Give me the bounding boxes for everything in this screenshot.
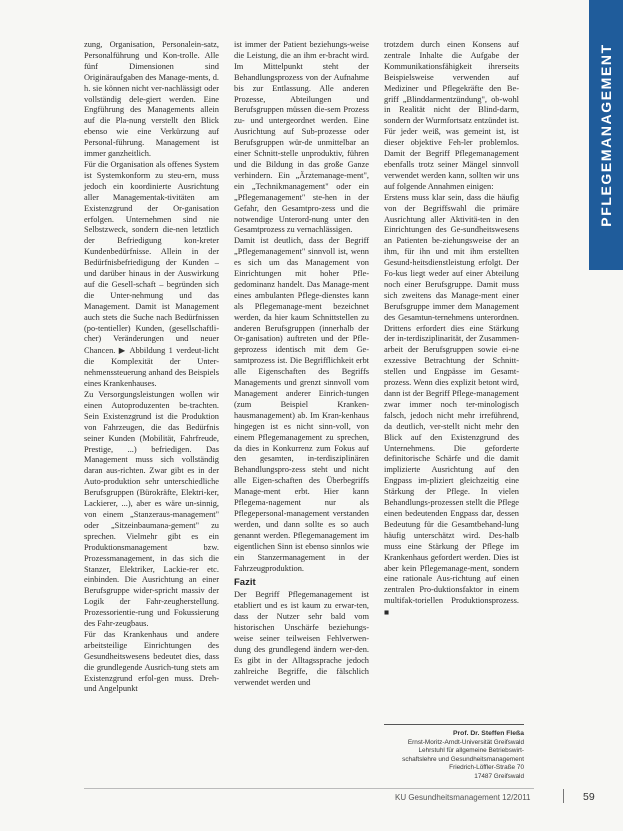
- author-affiliation: Lehrstuhl für allgemeine Betriebswirt-: [418, 747, 524, 755]
- section-heading-fazit: Fazit: [234, 577, 256, 589]
- footer-divider: [84, 788, 534, 789]
- paragraph: [84, 160, 219, 390]
- paragraph: Damit ist deutlich, dass der Begriff „Pflegemanagement" sinnvoll ist, wenn es sich um das Management von Einrichtungen mit hoher Pfle-gedominanz handelt. Das Manage-ment eines ambulanten Pflege-dienstes kann als Pflegemanage-ment bezeichnet werden, da hier kaum Schnittstellen zu anderen Berufsgruppen (innerhalb der Or-ganisation) auftreten und der Pfle-geprozess identisch mit dem Ge-samtprozess ist. Die Begrifflichkeit erbt alle Eigenschaften des Begriffs Managements und grenzt sinnvoll vom Management anderer Einrich-tungen (zum Beispiel Kranken-hausmanagement) ab. Im Kran-kenhaus hingegen ist es nicht sinn-voll, von einem Pflegemanagement zu sprechen, da dies in Konkurrenz zum Fokus auf den gesamten, in-terdisziplinären Behandlungspro-zess steht und nicht alle Eigen-schaften des Überbegriffs Manage-ment erbt. Hier kann Pflegema-nagement nur als Pflegepersonal-management verstanden werden, und dann sollte es so auch genannt werden. Pflegemanagement im eigentlichen Sinn ist ebenso sinnlos wie ein Stanzermanagement in der Fahrzeugproduktion.: [234, 236, 369, 573]
- paragraph: Der Begriff Pflegemanagement ist etabliert und es ist kaum zu erwar-ten, dass der Nutzer sehr bald vom historischen Unschärfe beziehungs-weise seiner teilweisen Fehlverwen-dung des grundlegend ändern wer-den. Es gibt in der Alltagssprache jedoch zahlreiche Begriffe, die fälschlich verwendet werden und: [234, 590, 369, 687]
- author-address: 17487 Greifswald: [474, 772, 524, 780]
- paragraph: trotzdem durch einen Konsens auf zentrale Inhalte die Aufgabe der Kommunikationsfähigkeit ihrerseits Beispielsweise verwenden auf Mediziner und Pflegekräfte den Be-griff „Blinddarmentzündung", ob-wohl in Realität nicht der Blind-darm, sondern der Wurmfortsatz entzündet ist. Für jeder weiß, was gemeint ist, ist dieser objektive Feh-ler problemlos. Damit der Begriff Pflegemanagement ebenfalls trotz seiner Mängel sinnvoll verwendet werden kann, sollten wir uns auf folgende Annahmen einigen:: [384, 40, 519, 191]
- arrow-icon: ▶: [118, 345, 127, 356]
- text-column-2: [234, 40, 369, 688]
- author-affiliation: Ernst-Moritz-Arndt-Universität Greifswald: [407, 738, 524, 746]
- author-info: [384, 724, 524, 782]
- end-mark: ■: [384, 607, 390, 618]
- paragraph: ist immer der Patient beziehungs-weise die Leistung, die an ihm er-bracht wird. Im Mittelpunkt steht der Behandlungsprozess von der Aufnahme bis zur Entlassung. Alle anderen Prozesse, Abteilungen und Berufsgruppen müssen die-sem Prozess zu- und untergeordnet werden. Eine Ausrichtung auf Sub-prozesse oder Berufsgruppen wür-de unmittelbar an einer Schnitt-stelle unproduktiv, führen und die Bildung in das große Ganze verhindern. Ein „Ärztemanage-ment", ein „Technikmanagement" oder ein „Pflegemanagement" ste-hen in der Gefahr, den Gesamtpro-zess und die notwendige Unterord-nung unter den Gesamtprozess zu vernachlässigen.: [234, 40, 369, 235]
- paragraph-text: Abbildung 1 verdeut-licht die Komplexität der Unter-nehmenssteuerung anhand des Beispiels eines Krankenhauses.: [84, 346, 219, 389]
- text-column-3: [384, 40, 519, 619]
- author-affiliation: schaftslehre und Gesundheitsmanagement: [402, 755, 524, 763]
- paragraph-text: Für die Organisation als offenes System ist Systemkonform zu steu-ern, muss jedoch ein koordinierte Ausrichtung aller Managementak-tivitäten am Existenzgrund der Or-ganisation erfolgen. Unternehmen sind nie Selbstzweck, sondern die-nen letztlich der Befriedigung kon-kreter Kundenbedürfnisse. Allein in der Bedürfnisbefriedigung der Kunden – und darüber hinaus in der Auswirkung auf die Gesell-schaft – begründen sich die Unter-nehmung und das Management. Damit ist Management auch stets die Suche nach Bedürfnissen (po-tentieller) Kunden, (gesellschaftli-cher) Veränderungen und neuer Chancen.: [84, 159, 219, 356]
- section-label: PFLEGEMANAGEMENT: [598, 43, 614, 227]
- paragraph: Für das Krankenhaus und andere arbeitsteilige Einrichtungen des Gesundheitswesens bedeutet dies, dass die grundlegende Ausrich-tung stets am Existenzgrund erfol-gen muss. Dreh- und Angelpunkt: [84, 629, 219, 694]
- paragraph: zung, Organisation, Personalein-satz, Personalführung und Kon-trolle. Alle fünf Dimensionen sind Originäraufgaben des Manage-ments, d. h. sie können nicht ver-nachlässigt oder vollständig dele-giert werden. Eine Engführung des Managements allein auf die Pla-nung verstellt den Blick ebenso wie eine Verkürzung auf Personal-führung. Management ist immer ganzheitlich.: [84, 40, 219, 159]
- author-address: Friedrich-Löffler-Straße 70: [449, 764, 524, 772]
- section-tab: [589, 0, 623, 270]
- footer-separator: [563, 789, 564, 803]
- paragraph: [384, 193, 519, 619]
- paragraph: Zu Versorgungsleistungen wollen wir einen Autoproduzenten be-trachten. Sein Existenzgrund ist die Produktion von Fahrzeugen, die das Bedürfnis seiner Kunden (Mobilität, Fahrfreude, Prestige, ...) befriedigen. Das Management muss sich vollständig daran aus-richten. Zwar gibt es in der Auto-produktion sehr unterschiedliche Berufsgruppen (Bürokräfte, Elektri-ker, Lackierer, ...), aber es wäre un-sinnig, von einem „Stanzeraus-management" oder „Sitzeinbaumana-gement" zu sprechen. Vielmehr gibt es ein Produktionsmanagement bzw. Prozessmanagement, in das sich die Stanzer, Elektriker, Lackie-rer etc. einbinden. Die Ausrichtung an einer Berufsgruppe wider-spricht massiv der Logik der Fahr-zeugherstellung. Prozessorientie-rung und Fokussierung des Fahr-zeugbaus.: [84, 390, 219, 629]
- paragraph-text: Erstens muss klar sein, dass die häufig von der Begriffswahl die primäre Ausrichtung aller Aktivitä-ten in den Einrichtungen des Ge-sundheitswesens an Patienten be-ziehungsweise der an ihm, für ihn und mit ihm erstellten Gesund-heitsdienstleistung erfolgt. Der Fo-kus liegt weder auf einer Abteilung noch einer Berufsgruppe. Damit muss sich zweitens das Manage-ment einer Berufsgruppe immer dem Management des Gesamtun-ternehmens unterordnen. Drittens erfordert dies eine Stärkung der in-terdisziplinarität, der Zusammen-arbeit der Berufsgruppen sowie ei-ne exzessive Betrachtung der Schnitt-stellen und Engpässe im Gesamt-prozess. Wenn dies explizit betont wird, dann ist der Begriff Pflege-management zwar immer noch ter-minologisch falsch, jedoch nicht mehr irreführend, da deutlich, ver-stellt nicht mehr den Blick auf den Existenzgrund des Unternehmens. Die geforderte definitorische Schärfe und die damit implizierte Ausrichtung auf den Engpass im-pliziert gleichzeitig eine Stärkung der Pflege. In vielen Behandlungs-prozessen stellt die Pflege einen bedeutenden Engpass dar, dessen Bedeutung für die Gesamtbehand-lung häufig unterschätzt wird. Des-halb muss eine Stärkung der Pflege im Krankenhaus gefordert werden. Dies ist aber kein Pflegemanage-ment, sondern eine rationale Aus-richtung auf einen zentralen Pro-duktionsfaktor in einem multifak-toriellen Produktionsprozess.: [384, 192, 519, 606]
- footer-publication: KU Gesundheitsmanagement 12/2011: [395, 793, 531, 802]
- author-name: Prof. Dr. Steffen Fleßa: [452, 730, 524, 737]
- page-number: 59: [583, 791, 595, 803]
- text-column-1: [84, 40, 219, 695]
